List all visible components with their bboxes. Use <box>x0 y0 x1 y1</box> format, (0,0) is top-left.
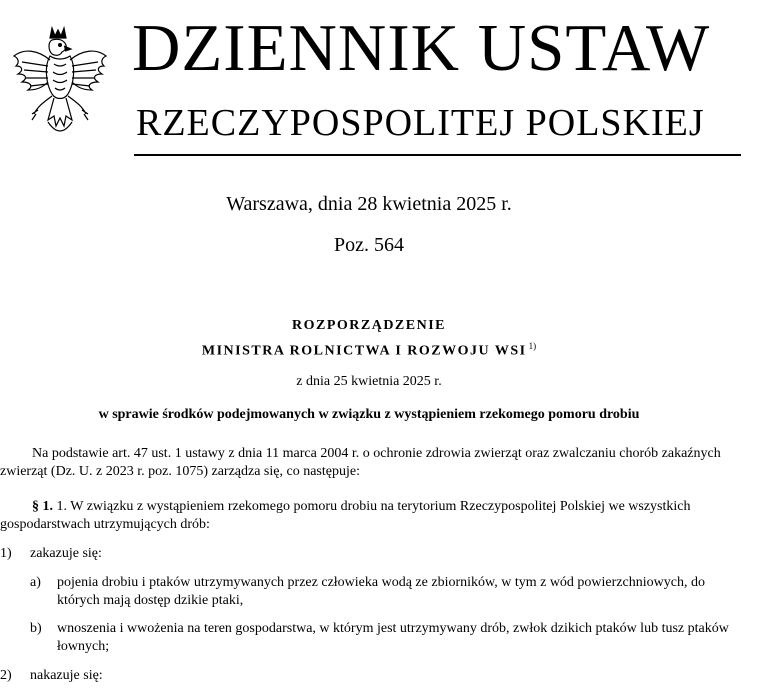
sub-list-item-label: a) <box>30 575 41 590</box>
list-item-text: zakazuje się: <box>30 546 102 561</box>
sub-list-item-label: b) <box>30 621 42 636</box>
act-date: z dnia 25 kwietnia 2025 r. <box>296 374 442 389</box>
masthead-title: DZIENNIK USTAW <box>132 11 711 85</box>
act-subject: w sprawie środków podejmowanych w związku z wystąpieniem rzekomego pomoru drobiu <box>98 407 640 422</box>
list-item-label: 2) <box>0 668 12 683</box>
section-1-text: 1. W związku z wystąpieniem rzekomego pomoru drobiu na terytorium Rzeczypospolitej Polskiej we wszystkich gospodarstwach utrzymujących drób: <box>0 499 691 532</box>
list-item-label: 1) <box>0 546 12 561</box>
footnote-reference[interactable]: 1) <box>528 341 537 351</box>
intro-paragraph: Na podstawie art. 47 ust. 1 ustawy z dnia 11 marca 2004 r. o ochronie zdrowia zwierząt oraz zwalczaniu chorób zakaźnych zwierząt (Dz. U. z 2023 r. poz. 1075) zarządza się, co następuje: <box>0 446 721 479</box>
list-item-text: nakazuje się: <box>30 668 103 683</box>
polish-eagle-emblem-icon <box>8 22 112 146</box>
section-1-paragraph <box>0 498 745 534</box>
sub-list-item-text: wnoszenia i wwożenia na teren gospodarstwa, w którym jest utrzymywany drób, zwłok dzikich ptaków lub tusz ptaków łownych; <box>57 621 729 654</box>
section-mark: § 1. <box>32 499 53 514</box>
sub-list-item-text: pojenia drobiu i ptaków utrzymywanych przez człowieka wodą ze zbiorników, w tym z wód powierzchniowych, do których mają dostęp dzikie ptaki, <box>57 575 705 608</box>
publication-place-date: Warszawa, dnia 28 kwietnia 2025 r. <box>226 193 512 215</box>
act-issuer-name: MINISTRA ROLNICTWA I ROZWOJU WSI <box>201 343 527 359</box>
act-issuer <box>0 341 738 360</box>
publication-position: Poz. 564 <box>334 234 404 256</box>
masthead-divider <box>134 154 741 156</box>
masthead-subtitle: RZECZYPOSPOLITEJ POLSKIEJ <box>136 102 705 144</box>
act-type: ROZPORZĄDZENIE <box>291 318 447 333</box>
